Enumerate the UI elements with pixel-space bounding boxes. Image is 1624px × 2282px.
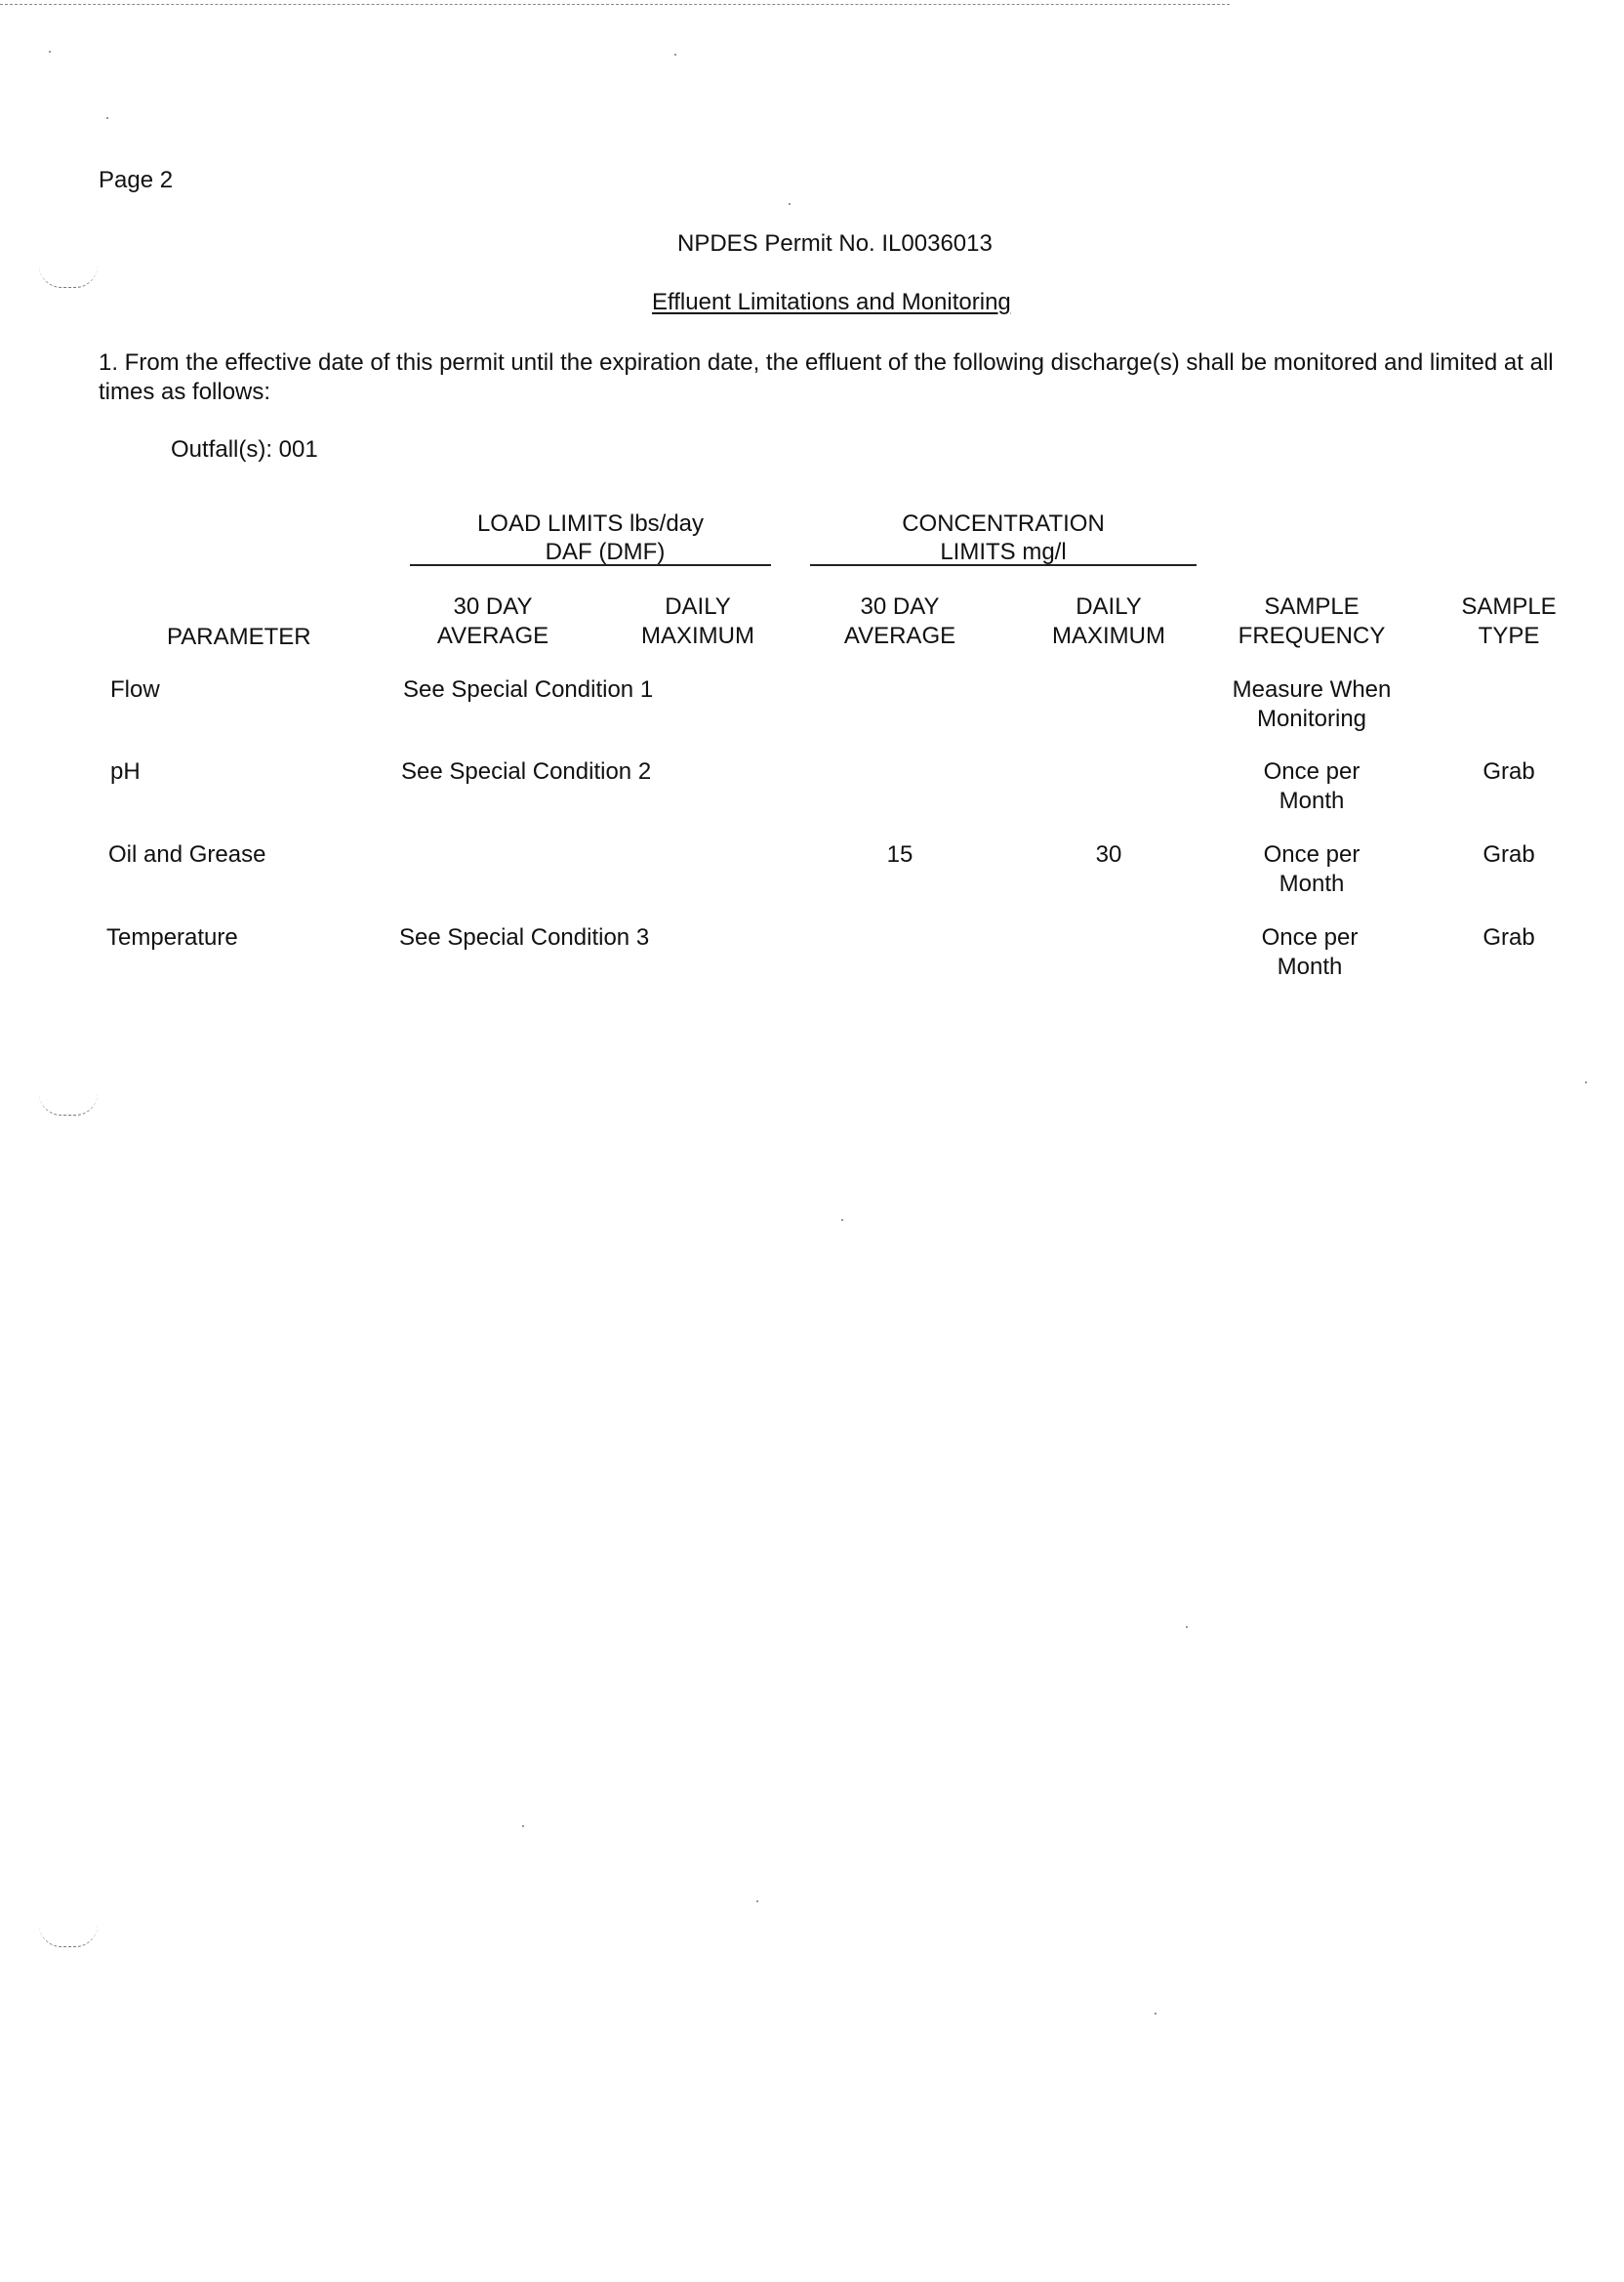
row-load-note: See Special Condition 3 bbox=[399, 924, 650, 951]
row-sample-type: Grab bbox=[1482, 924, 1535, 951]
scan-speck bbox=[522, 1825, 524, 1827]
row-frequency-line2: Monitoring bbox=[1256, 706, 1367, 732]
scan-speck bbox=[49, 51, 51, 53]
column-header-type: SAMPLE bbox=[1461, 593, 1557, 620]
row-frequency-line2: Month bbox=[1277, 954, 1343, 980]
intro-paragraph: 1. From the effective date of this permit until the expiration date, the effluent of the following discharge(s) shall be monitored and limited at all times as follows: bbox=[99, 349, 1554, 405]
scan-top-edge bbox=[0, 4, 1230, 5]
row-parameter: pH bbox=[110, 758, 141, 785]
punch-hole-mark bbox=[39, 1925, 98, 1947]
scan-speck bbox=[674, 54, 676, 56]
column-header-load-30day: 30 DAY bbox=[453, 593, 533, 620]
column-header-conc-daily: DAILY bbox=[1076, 593, 1142, 620]
row-frequency-line2: Month bbox=[1279, 871, 1345, 897]
column-header-load-daily: DAILY bbox=[665, 593, 731, 620]
scan-speck bbox=[1155, 2013, 1157, 2015]
column-header-type-line2: TYPE bbox=[1478, 623, 1540, 649]
punch-hole-mark bbox=[39, 265, 98, 288]
row-frequency-line2: Month bbox=[1279, 788, 1345, 814]
scan-speck bbox=[841, 1219, 843, 1221]
concentration-rule bbox=[810, 564, 1197, 566]
scan-speck bbox=[1186, 1626, 1188, 1628]
row-frequency: Measure When bbox=[1232, 676, 1392, 703]
row-frequency: Once per bbox=[1263, 758, 1360, 785]
column-header-frequency-line2: FREQUENCY bbox=[1238, 623, 1386, 649]
outfall-label: Outfall(s): 001 bbox=[171, 436, 318, 463]
load-limits-header: LOAD LIMITS lbs/day bbox=[476, 510, 705, 537]
row-load-note: See Special Condition 2 bbox=[401, 758, 652, 785]
row-frequency: Once per bbox=[1263, 841, 1360, 868]
scan-speck bbox=[106, 117, 108, 119]
column-header-load-30day-line2: AVERAGE bbox=[436, 623, 549, 649]
column-header-conc-daily-line2: MAXIMUM bbox=[1052, 623, 1165, 649]
column-header-conc-30day-line2: AVERAGE bbox=[843, 623, 956, 649]
concentration-header: CONCENTRATION bbox=[902, 510, 1105, 537]
scan-speck bbox=[1585, 1081, 1587, 1083]
column-header-frequency: SAMPLE bbox=[1264, 593, 1360, 620]
row-conc-daily: 30 bbox=[1095, 841, 1122, 868]
column-header-parameter: PARAMETER bbox=[167, 624, 311, 650]
row-frequency: Once per bbox=[1261, 924, 1359, 951]
concentration-subheader: LIMITS mg/l bbox=[940, 539, 1067, 565]
column-header-load-daily-line2: MAXIMUM bbox=[641, 623, 754, 649]
section-title: Effluent Limitations and Monitoring bbox=[652, 289, 1011, 315]
load-limits-subheader: DAF (DMF) bbox=[545, 539, 666, 565]
row-sample-type: Grab bbox=[1482, 758, 1535, 785]
load-limits-rule bbox=[410, 564, 771, 566]
row-conc-30day: 15 bbox=[886, 841, 914, 868]
row-sample-type: Grab bbox=[1482, 841, 1535, 868]
row-parameter: Flow bbox=[110, 676, 160, 703]
column-header-conc-30day: 30 DAY bbox=[860, 593, 940, 620]
page-number: Page 2 bbox=[99, 167, 174, 193]
row-parameter: Temperature bbox=[106, 924, 238, 951]
scan-speck bbox=[756, 1900, 758, 1902]
punch-hole-mark bbox=[39, 1093, 98, 1116]
row-load-note: See Special Condition 1 bbox=[403, 676, 654, 703]
row-parameter: Oil and Grease bbox=[108, 841, 266, 868]
permit-number: NPDES Permit No. IL0036013 bbox=[677, 230, 993, 257]
scan-speck bbox=[789, 203, 791, 205]
